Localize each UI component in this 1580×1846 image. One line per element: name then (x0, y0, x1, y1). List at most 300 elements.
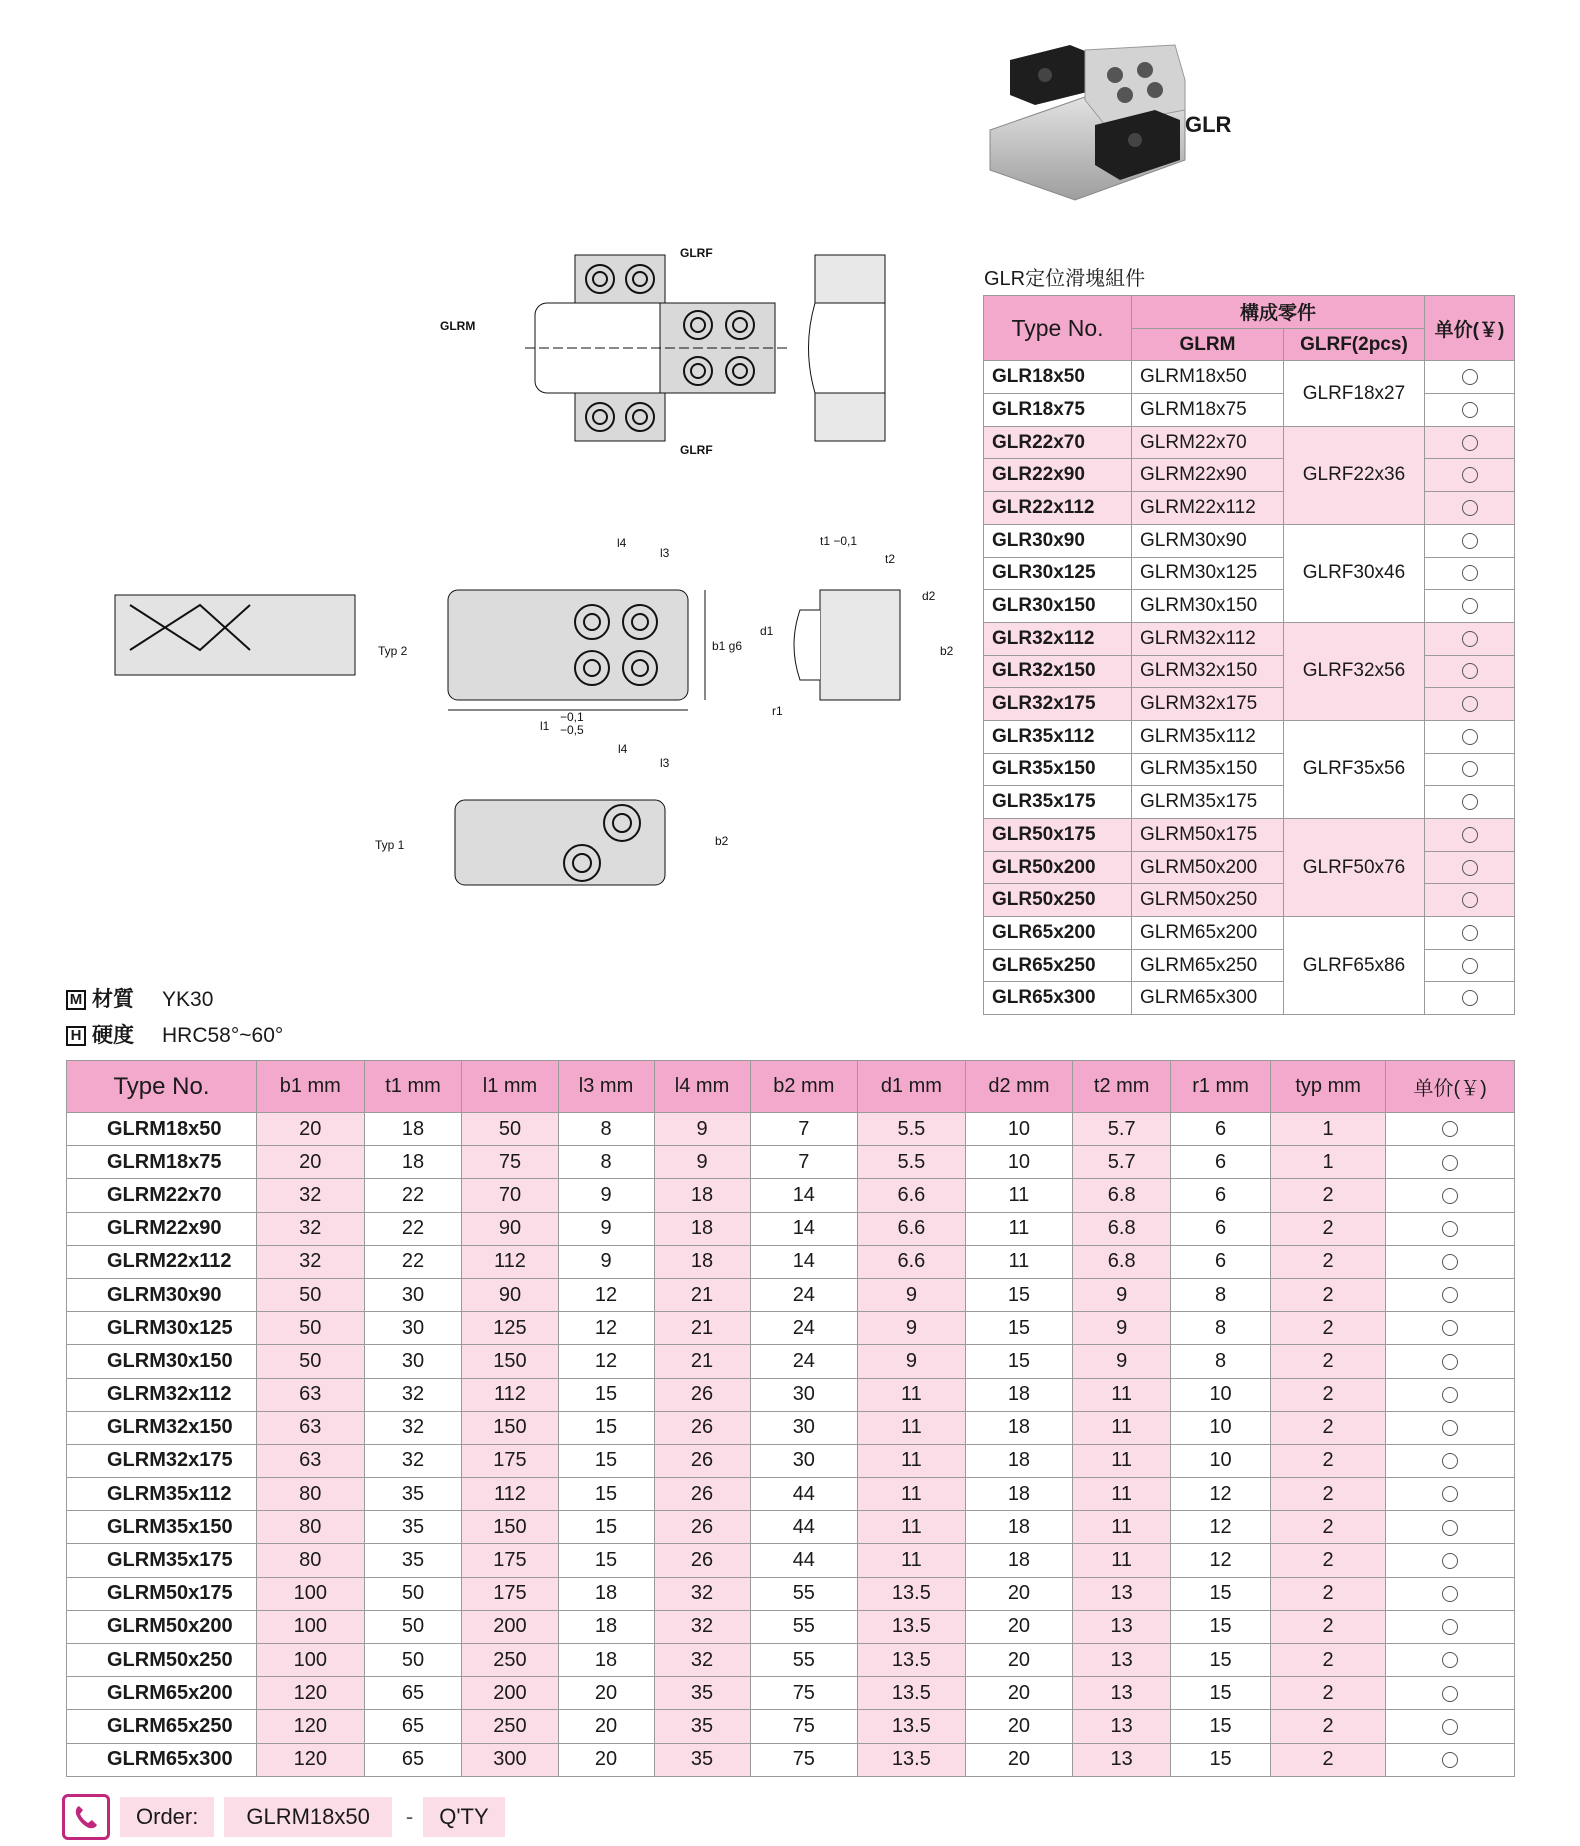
price-circle-icon (1442, 1520, 1458, 1536)
dimension-row (67, 1345, 1515, 1378)
assembly-glrf-cell: GLRF22x36 (1283, 426, 1424, 524)
dimension-row (67, 1710, 1515, 1743)
dimension-value-cell: 125 (462, 1312, 558, 1345)
typ1-b2-dim: b2 (715, 834, 729, 848)
dimension-header-cell: l4 mm (654, 1061, 750, 1113)
dimension-value-cell: 20 (558, 1710, 654, 1743)
assembly-type-cell: GLR65x200 (984, 917, 1132, 950)
dimension-value-cell: 22 (364, 1245, 462, 1278)
dimension-header-cell: l1 mm (462, 1061, 558, 1113)
dimension-value-cell: 200 (462, 1610, 558, 1643)
dimension-value-cell: 100 (257, 1577, 365, 1610)
dimension-value-cell: 13 (1073, 1743, 1171, 1776)
price-circle-icon (1462, 892, 1478, 908)
assembly-type-cell: GLR50x175 (984, 819, 1132, 852)
assembly-type-cell: GLR65x300 (984, 982, 1132, 1015)
dimension-header-cell: b2 mm (750, 1061, 858, 1113)
dimension-value-cell: 8 (1171, 1278, 1271, 1311)
dimension-value-cell: 11 (858, 1544, 966, 1577)
dimension-value-cell: 30 (750, 1411, 858, 1444)
dimension-value-cell: 15 (965, 1278, 1073, 1311)
dimension-value-cell: 44 (750, 1544, 858, 1577)
dimension-value-cell: 65 (364, 1743, 462, 1776)
dimension-value-cell: 2 (1270, 1212, 1385, 1245)
dimension-value-cell: 30 (750, 1444, 858, 1477)
hardness-value: HRC58°~60° (162, 1024, 284, 1047)
price-circle-icon (1442, 1619, 1458, 1635)
dimension-value-cell: 15 (965, 1345, 1073, 1378)
assembly-glrm-cell: GLRM32x112 (1132, 622, 1284, 655)
price-cell (1386, 1245, 1515, 1278)
dimension-value-cell: 2 (1270, 1444, 1385, 1477)
assembly-row (984, 851, 1515, 884)
dimension-value-cell: 20 (965, 1743, 1073, 1776)
dimension-value-cell: 50 (257, 1278, 365, 1311)
dimension-value-cell: 6 (1171, 1245, 1271, 1278)
dimension-value-cell: 10 (965, 1113, 1073, 1146)
price-cell (1425, 655, 1515, 688)
price-circle-icon (1442, 1188, 1458, 1204)
dimension-value-cell: 9 (858, 1278, 966, 1311)
dimension-value-cell: 9 (558, 1212, 654, 1245)
dimension-value-cell: 75 (750, 1677, 858, 1710)
dimension-header-cell: t1 mm (364, 1061, 462, 1113)
dimension-header-cell: d1 mm (858, 1061, 966, 1113)
price-circle-icon (1442, 1486, 1458, 1502)
l1-tol-upper: −0,1 (560, 710, 584, 724)
assembly-row (984, 819, 1515, 852)
dimension-type-cell: GLRM50x175 (67, 1577, 257, 1610)
assembly-row (984, 459, 1515, 492)
dimension-value-cell: 11 (1073, 1444, 1171, 1477)
price-circle-icon (1462, 990, 1478, 1006)
dimension-value-cell: 10 (1171, 1411, 1271, 1444)
price-circle-icon (1462, 402, 1478, 418)
assembly-glrm-cell: GLRM65x300 (1132, 982, 1284, 1015)
dimension-row (67, 1278, 1515, 1311)
dimension-value-cell: 250 (462, 1710, 558, 1743)
dimension-row (67, 1577, 1515, 1610)
price-cell (1386, 1411, 1515, 1444)
assembly-glrm-cell: GLRM65x200 (1132, 917, 1284, 950)
assembly-glrm-cell: GLRM32x150 (1132, 655, 1284, 688)
dimension-row (67, 1743, 1515, 1776)
dimension-value-cell: 15 (558, 1511, 654, 1544)
dimension-value-cell: 2 (1270, 1743, 1385, 1776)
assembly-row (984, 590, 1515, 623)
r1-dim: r1 (772, 704, 783, 718)
dimension-value-cell: 9 (558, 1179, 654, 1212)
glrf-top-label: GLRF (680, 246, 713, 260)
dimension-value-cell: 32 (257, 1245, 365, 1278)
dimension-value-cell: 26 (654, 1378, 750, 1411)
dimension-value-cell: 100 (257, 1610, 365, 1643)
dimension-value-cell: 13 (1073, 1710, 1171, 1743)
assembly-type-cell: GLR22x90 (984, 459, 1132, 492)
dimension-value-cell: 15 (965, 1312, 1073, 1345)
dimension-header-cell: t2 mm (1073, 1061, 1171, 1113)
dimension-value-cell: 6.8 (1073, 1179, 1171, 1212)
price-circle-icon (1462, 631, 1478, 647)
price-circle-icon (1462, 467, 1478, 483)
dimension-value-cell: 6 (1171, 1212, 1271, 1245)
dimension-value-cell: 32 (364, 1444, 462, 1477)
dimension-type-cell: GLRM32x175 (67, 1444, 257, 1477)
material-label: 材質 (92, 988, 134, 1011)
dimension-value-cell: 30 (364, 1345, 462, 1378)
dimension-value-cell: 65 (364, 1710, 462, 1743)
assembly-glrf-cell: GLRF50x76 (1283, 819, 1424, 917)
assembly-type-cell: GLR50x200 (984, 851, 1132, 884)
dimension-value-cell: 11 (1073, 1411, 1171, 1444)
dimension-value-cell: 20 (257, 1146, 365, 1179)
dimension-value-cell: 32 (364, 1411, 462, 1444)
dimension-value-cell: 8 (1171, 1345, 1271, 1378)
dimension-value-cell: 150 (462, 1511, 558, 1544)
dimension-value-cell: 75 (750, 1743, 858, 1776)
order-dash: - (405, 1804, 414, 1829)
dimension-value-cell: 13.5 (858, 1710, 966, 1743)
dimension-value-cell: 13 (1073, 1644, 1171, 1677)
price-cell (1386, 1146, 1515, 1179)
price-circle-icon (1462, 794, 1478, 810)
dimension-type-cell: GLRM30x150 (67, 1345, 257, 1378)
dimension-value-cell: 112 (462, 1478, 558, 1511)
dimension-value-cell: 11 (965, 1212, 1073, 1245)
assembly-glrm-cell: GLRM35x150 (1132, 753, 1284, 786)
dimension-row (67, 1312, 1515, 1345)
dimension-value-cell: 175 (462, 1544, 558, 1577)
dimension-value-cell: 6 (1171, 1113, 1271, 1146)
dimension-value-cell: 15 (1171, 1644, 1271, 1677)
dimension-value-cell: 18 (965, 1511, 1073, 1544)
dimension-value-cell: 300 (462, 1743, 558, 1776)
dimension-value-cell: 10 (1171, 1378, 1271, 1411)
price-cell (1425, 753, 1515, 786)
dimension-type-cell: GLRM32x150 (67, 1411, 257, 1444)
dimension-value-cell: 20 (965, 1710, 1073, 1743)
dimension-value-cell: 2 (1270, 1610, 1385, 1643)
assembly-glrm-cell: GLRM30x150 (1132, 590, 1284, 623)
dimension-value-cell: 6.8 (1073, 1245, 1171, 1278)
price-cell (1386, 1378, 1515, 1411)
t1-dim: t1 −0,1 (820, 534, 858, 548)
dimension-value-cell: 6.8 (1073, 1212, 1171, 1245)
dimension-type-cell: GLRM50x200 (67, 1610, 257, 1643)
dimension-value-cell: 6 (1171, 1179, 1271, 1212)
dimension-value-cell: 24 (750, 1345, 858, 1378)
price-cell (1386, 1677, 1515, 1710)
price-cell (1425, 720, 1515, 753)
dimension-value-cell: 150 (462, 1411, 558, 1444)
dimension-value-cell: 10 (965, 1146, 1073, 1179)
dimension-value-cell: 100 (257, 1644, 365, 1677)
assembly-row (984, 884, 1515, 917)
dimension-value-cell: 5.7 (1073, 1113, 1171, 1146)
dimension-value-cell: 11 (1073, 1478, 1171, 1511)
dimension-row (67, 1444, 1515, 1477)
dimension-type-cell: GLRM35x150 (67, 1511, 257, 1544)
assembly-glrm-cell: GLRM30x125 (1132, 557, 1284, 590)
dimension-value-cell: 2 (1270, 1511, 1385, 1544)
dimension-value-cell: 50 (364, 1610, 462, 1643)
assembly-row (984, 753, 1515, 786)
dimension-value-cell: 15 (558, 1411, 654, 1444)
dimension-value-cell: 13 (1073, 1677, 1171, 1710)
dimension-value-cell: 75 (462, 1146, 558, 1179)
order-bar (62, 1794, 505, 1840)
dimension-value-cell: 32 (364, 1378, 462, 1411)
dimension-header-cell: r1 mm (1171, 1061, 1271, 1113)
dimension-value-cell: 26 (654, 1511, 750, 1544)
price-circle-icon (1442, 1586, 1458, 1602)
assembly-row (984, 688, 1515, 721)
dimension-value-cell: 50 (462, 1113, 558, 1146)
assembly-glrm-cell: GLRM22x90 (1132, 459, 1284, 492)
dimension-value-cell: 10 (1171, 1444, 1271, 1477)
assembly-row (984, 655, 1515, 688)
dimension-value-cell: 11 (858, 1444, 966, 1477)
dimension-value-cell: 2 (1270, 1278, 1385, 1311)
typ1-l4-dim: l4 (618, 742, 628, 756)
price-circle-icon (1462, 565, 1478, 581)
dimension-value-cell: 9 (558, 1245, 654, 1278)
order-qty: Q'TY (423, 1797, 504, 1837)
dimension-row (67, 1610, 1515, 1643)
assembly-glrm-cell: GLRM22x112 (1132, 492, 1284, 525)
price-cell (1425, 459, 1515, 492)
dimension-type-cell: GLRM50x250 (67, 1644, 257, 1677)
assembly-type-cell: GLR30x90 (984, 524, 1132, 557)
dimension-row (67, 1644, 1515, 1677)
dimension-value-cell: 32 (654, 1644, 750, 1677)
price-cell (1425, 884, 1515, 917)
dimension-value-cell: 21 (654, 1345, 750, 1378)
dimension-value-cell: 7 (750, 1113, 858, 1146)
dimension-value-cell: 2 (1270, 1677, 1385, 1710)
price-circle-icon (1462, 761, 1478, 777)
glrm-label: GLRM (440, 319, 476, 333)
price-cell (1386, 1577, 1515, 1610)
assembly-glrm-cell: GLRM50x200 (1132, 851, 1284, 884)
dimension-value-cell: 20 (965, 1610, 1073, 1643)
price-circle-icon (1442, 1121, 1458, 1137)
product-label: GLR (1185, 112, 1232, 137)
dimension-value-cell: 26 (654, 1444, 750, 1477)
price-cell (1386, 1345, 1515, 1378)
assembly-row (984, 720, 1515, 753)
dimension-value-cell: 150 (462, 1345, 558, 1378)
price-circle-icon (1442, 1686, 1458, 1702)
dimension-value-cell: 18 (654, 1212, 750, 1245)
dimension-row (67, 1544, 1515, 1577)
price-circle-icon (1442, 1320, 1458, 1336)
price-cell (1425, 557, 1515, 590)
dimension-value-cell: 90 (462, 1212, 558, 1245)
price-cell (1425, 426, 1515, 459)
dimension-value-cell: 8 (558, 1146, 654, 1179)
dimension-value-cell: 20 (965, 1577, 1073, 1610)
assembly-type-cell: GLR32x150 (984, 655, 1132, 688)
assembly-glrm-cell: GLRM35x175 (1132, 786, 1284, 819)
price-cell (1386, 1544, 1515, 1577)
dimension-value-cell: 6 (1171, 1146, 1271, 1179)
dimension-value-cell: 18 (558, 1610, 654, 1643)
dimension-value-cell: 18 (558, 1577, 654, 1610)
price-cell (1425, 688, 1515, 721)
dimension-value-cell: 2 (1270, 1179, 1385, 1212)
dimension-value-cell: 18 (965, 1544, 1073, 1577)
dimension-type-cell: GLRM30x125 (67, 1312, 257, 1345)
dimension-value-cell: 35 (654, 1677, 750, 1710)
dimension-type-cell: GLRM65x250 (67, 1710, 257, 1743)
price-cell (1386, 1312, 1515, 1345)
dimension-value-cell: 35 (364, 1478, 462, 1511)
assembly-row (984, 426, 1515, 459)
asm-header-components: 構成零件 (1132, 296, 1425, 329)
dimension-value-cell: 50 (364, 1644, 462, 1677)
dimension-value-cell: 30 (364, 1278, 462, 1311)
dimension-value-cell: 11 (1073, 1544, 1171, 1577)
l3-dim: l3 (660, 546, 670, 560)
dimension-value-cell: 9 (1073, 1312, 1171, 1345)
price-circle-icon (1442, 1652, 1458, 1668)
dimension-value-cell: 32 (257, 1179, 365, 1212)
dimension-header-cell: 单价(￥) (1386, 1061, 1515, 1113)
dimension-value-cell: 20 (965, 1644, 1073, 1677)
assembly-glrf-cell: GLRF18x27 (1283, 361, 1424, 426)
assembly-type-cell: GLR35x175 (984, 786, 1132, 819)
assembly-type-cell: GLR32x112 (984, 622, 1132, 655)
dimension-row (67, 1212, 1515, 1245)
b2-dim: b2 (940, 644, 954, 658)
dimension-value-cell: 63 (257, 1444, 365, 1477)
order-label: Order: (120, 1797, 214, 1837)
dimension-value-cell: 22 (364, 1212, 462, 1245)
dimension-value-cell: 18 (654, 1179, 750, 1212)
price-circle-icon (1442, 1453, 1458, 1469)
dimension-value-cell: 35 (654, 1743, 750, 1776)
dimension-value-cell: 5.7 (1073, 1146, 1171, 1179)
dimension-value-cell: 35 (364, 1511, 462, 1544)
dimension-value-cell: 2 (1270, 1478, 1385, 1511)
assembly-type-cell: GLR65x250 (984, 949, 1132, 982)
dimension-value-cell: 8 (558, 1113, 654, 1146)
asm-header-glrm: GLRM (1132, 328, 1284, 361)
price-circle-icon (1462, 925, 1478, 941)
dimension-value-cell: 20 (965, 1677, 1073, 1710)
dimension-value-cell: 9 (1073, 1345, 1171, 1378)
dimension-value-cell: 21 (654, 1278, 750, 1311)
dimension-value-cell: 14 (750, 1179, 858, 1212)
dimension-value-cell: 13.5 (858, 1610, 966, 1643)
dimension-value-cell: 9 (858, 1312, 966, 1345)
assembly-type-cell: GLR30x150 (984, 590, 1132, 623)
assembly-row (984, 557, 1515, 590)
dimension-value-cell: 2 (1270, 1577, 1385, 1610)
assembly-row (984, 622, 1515, 655)
assembly-type-cell: GLR18x75 (984, 394, 1132, 427)
assembly-row (984, 394, 1515, 427)
assembly-type-cell: GLR22x112 (984, 492, 1132, 525)
price-cell (1386, 1743, 1515, 1776)
dimension-header-cell: Type No. (67, 1061, 257, 1113)
dimension-value-cell: 18 (965, 1411, 1073, 1444)
dimension-value-cell: 26 (654, 1478, 750, 1511)
dimension-value-cell: 20 (558, 1743, 654, 1776)
price-cell (1386, 1278, 1515, 1311)
typ1-drawing (360, 735, 760, 895)
dimension-value-cell: 2 (1270, 1312, 1385, 1345)
order-example: GLRM18x50 (224, 1797, 392, 1837)
dimension-header-cell: d2 mm (965, 1061, 1073, 1113)
dimension-value-cell: 2 (1270, 1710, 1385, 1743)
dimension-value-cell: 13.5 (858, 1743, 966, 1776)
asm-header-glrf: GLRF(2pcs) (1283, 328, 1424, 361)
assembly-type-cell: GLR30x125 (984, 557, 1132, 590)
dimension-type-cell: GLRM35x112 (67, 1478, 257, 1511)
dimension-row (67, 1478, 1515, 1511)
price-cell (1386, 1710, 1515, 1743)
dimension-value-cell: 80 (257, 1544, 365, 1577)
dimension-value-cell: 11 (1073, 1378, 1171, 1411)
dimension-value-cell: 112 (462, 1378, 558, 1411)
assembly-row (984, 361, 1515, 394)
dimension-value-cell: 12 (1171, 1511, 1271, 1544)
dimension-row (67, 1677, 1515, 1710)
dimension-value-cell: 75 (750, 1710, 858, 1743)
dimension-value-cell: 14 (750, 1212, 858, 1245)
price-circle-icon (1462, 435, 1478, 451)
assembly-glrf-cell: GLRF35x56 (1283, 720, 1424, 818)
assembly-type-cell: GLR18x50 (984, 361, 1132, 394)
dimension-value-cell: 13.5 (858, 1677, 966, 1710)
dimension-value-cell: 11 (858, 1478, 966, 1511)
price-cell (1425, 819, 1515, 852)
dimension-value-cell: 9 (858, 1345, 966, 1378)
dimension-row (67, 1245, 1515, 1278)
price-cell (1425, 524, 1515, 557)
dimension-value-cell: 13 (1073, 1577, 1171, 1610)
dimension-value-cell: 70 (462, 1179, 558, 1212)
dimension-value-cell: 63 (257, 1378, 365, 1411)
dimension-value-cell: 250 (462, 1644, 558, 1677)
assembly-glrm-cell: GLRM65x250 (1132, 949, 1284, 982)
price-cell (1386, 1179, 1515, 1212)
dimension-value-cell: 13.5 (858, 1577, 966, 1610)
l4-dim: l4 (617, 536, 627, 550)
price-circle-icon (1442, 1387, 1458, 1403)
dimension-value-cell: 15 (558, 1378, 654, 1411)
price-cell (1425, 786, 1515, 819)
dimension-value-cell: 9 (654, 1146, 750, 1179)
dimension-value-cell: 15 (1171, 1677, 1271, 1710)
price-cell (1425, 917, 1515, 950)
assembly-row (984, 982, 1515, 1015)
material-value: YK30 (162, 988, 214, 1011)
typ1-l3-dim: l3 (660, 756, 670, 770)
dimension-value-cell: 18 (364, 1113, 462, 1146)
dimension-value-cell: 18 (654, 1245, 750, 1278)
dimension-value-cell: 15 (558, 1544, 654, 1577)
assembly-row (984, 524, 1515, 557)
dimension-header-cell: typ mm (1270, 1061, 1385, 1113)
dimension-value-cell: 32 (654, 1577, 750, 1610)
price-circle-icon (1442, 1420, 1458, 1436)
price-circle-icon (1442, 1719, 1458, 1735)
assembly-glrm-cell: GLRM18x50 (1132, 361, 1284, 394)
dimension-value-cell: 55 (750, 1644, 858, 1677)
